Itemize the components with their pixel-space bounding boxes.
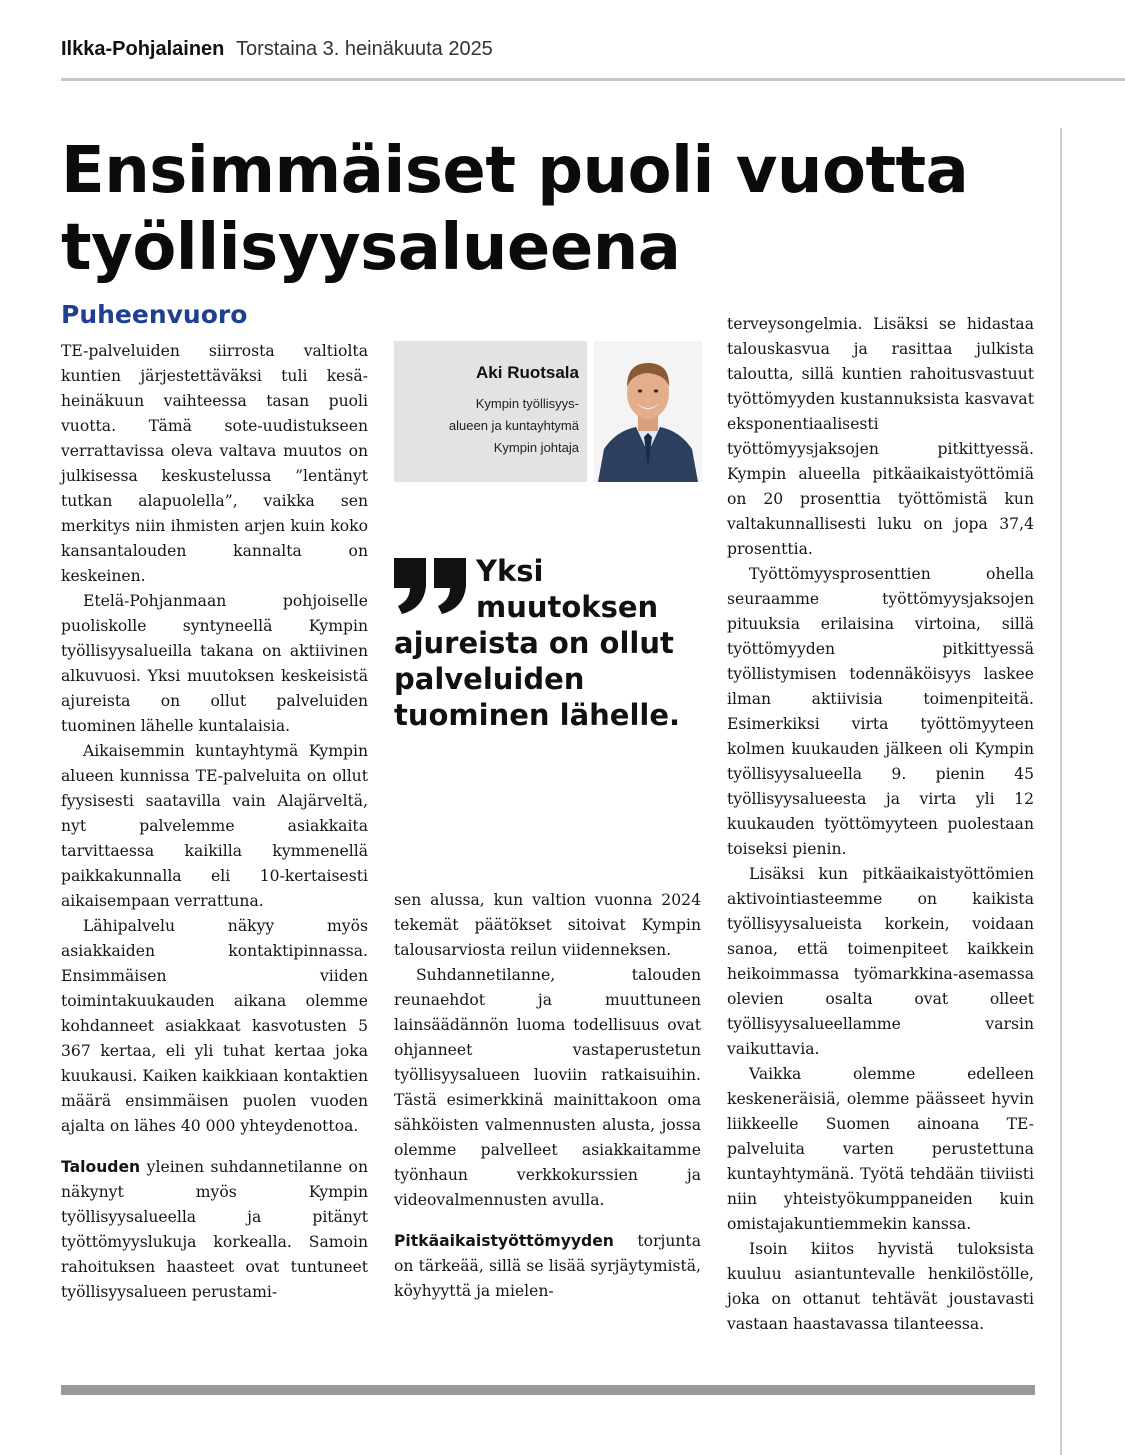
paragraph-lead: Talouden (61, 1158, 141, 1176)
headline: Ensimmäiset puoli vuotta työllisyysalueena (61, 134, 969, 285)
pull-quote (394, 553, 704, 733)
paragraph: sen alussa, kun valtion vuonna 2024 tekemät päätökset sitoivat Kympin talousarviosta reilun viidenneksen. (394, 891, 701, 959)
column-2 (394, 888, 701, 1304)
column-1 (61, 339, 368, 1305)
author-name: Aki Ruotsala (476, 363, 579, 382)
author-role-line: alueen ja kuntayhtymä (448, 418, 579, 433)
page-edge-divider (1060, 128, 1062, 1455)
paragraph: Vaikka olemme edelleen keskeneräisiä, olemme päässeet hyvin liikkeelle Suomen ainoana TE-palveluita varten perustettuna kuntayhtymänä. Työtä tehdään tiiviisti niin yhteistyökumppaneiden kuin omistajakuntiemmekin kanssa. (727, 1065, 1034, 1233)
paragraph: Etelä-Pohjanmaan pohjoiselle puoliskolle syntyneellä Kympin työllisyysalueilla takana on aktiivinen alkuvuosi. Yksi muutoksen keskeisistä ajureista on ollut palveluiden tuominen lähelle kuntalaisia. (61, 592, 368, 735)
paragraph: Lisäksi kun pitkäaikaistyöttömien aktivointiasteemme on kaikista työllisyysalueista korkein, voidaan sanoa, että toimenpiteet kaikkein heikoimmassa työmarkkina-asemassa olevien osalta ovat olleet työllisyysalueellamme varsin vaikuttavia. (727, 865, 1034, 1058)
newspaper-name: Ilkka-Pohjalainen (61, 38, 225, 60)
paragraph-lead: Pitkäaikaistyöttömyyden (394, 1232, 614, 1250)
author-portrait-illustration (594, 341, 702, 482)
paragraph-text: torjunta on tärkeää, sillä se lisää syrjäytymistä, köyhyyttä ja mielen- (394, 1232, 701, 1300)
section-kicker: Puheenvuoro (61, 300, 248, 329)
author-role-line: Kympin työllisyys- (475, 396, 579, 411)
pull-quote-text: Yksi muutoksen ajureista on ollut palveluiden tuominen lähelle. (394, 554, 681, 732)
paragraph-with-lead (61, 1155, 368, 1305)
top-divider (61, 78, 1125, 81)
paragraph: Aikaisemmin kuntayhtymä Kympin alueen kunnissa TE-palveluita on ollut fyysisesti saatavilla vain Alajärveltä, nyt palvelemme asiakkaita tarvittaessa kaikilla kymmenellä paikkakunnalla eli 10-kertaisesti aikaisempaan verrattuna. (61, 742, 368, 910)
masthead (61, 38, 493, 61)
paragraph: Isoin kiitos hyvistä tuloksista kuuluu asiantuntevalle henkilöstölle, joka on ottanut tehtävät joustavasti vastaan haastavassa tilanteessa. (727, 1240, 1034, 1333)
paragraph: TE-palveluiden siirrosta valtiolta kuntien järjestettäväksi tuli kesäheinäkuun vaihteessa tasan puoli vuotta. Tämä sote-uudistukseen verrattavissa oleva valtava muutos on julkisessa keskustelussa ”lentänyt tutkan alapuolella”, vaikka sen merkitys niin ihmisten arjen kuin koko kansantalouden kannalta on keskeinen. (61, 342, 368, 585)
paragraph: Lähipalvelu näkyy myös asiakkaiden kontaktipinnassa. Ensimmäisen viiden toimintakuukauden aikana olemme kohdanneet asiakkaat kasvotusten 5 367 kertaa, eli yli tuhat kertaa joka kuukausi. Kaiken kaikkiaan kontaktien määrä ensimmäisen puolen vuoden ajalta on lähes 40 000 yhteydenottoa. (61, 917, 368, 1135)
author-box (394, 341, 587, 482)
issue-date: Torstaina 3. heinäkuuta 2025 (235, 38, 493, 60)
paragraph: terveysongelmia. Lisäksi se hidastaa talouskasvua ja rasittaa julkista taloutta, sillä kuntien rahoitusvastuut työttömyyden kustannuksista kasvavat eksponentiaalisesti työttömyysjaksojen pitkittyessä. Kympin alueella pitkäaikaistyöttömiä on 20 prosenttia työttömistä kun valtakunnallisesti luku on jopa 37,4 prosenttia. (727, 315, 1034, 558)
bottom-divider (61, 1385, 1035, 1395)
paragraph-text: yleinen suhdannetilanne on näkynyt myös Kympin työllisyysalueella ja pitänyt työttömyyslukuja korkealla. Samoin rahoituksen haasteet ovat tuntuneet työllisyysalueen perustami- (61, 1158, 368, 1301)
paragraph: Työttömyysprosenttien ohella seuraamme työttömyysjaksojen pituuksia erilaisina virtoina, sillä työttömyyden pitkittyessä työllistymisen todennäköisyys laskee ilman aktiivisia toimenpiteitä. Esimerkiksi virta työttömyyteen kolmen kuukauden jälkeen oli Kympin työllisyysalueella 9. pienin 45 työllisyysalueesta ja virta yli 12 kuukauden työttömyyteen puolestaan toiseksi pienin. (727, 565, 1034, 858)
author-role-line: Kympin johtaja (493, 440, 579, 455)
paragraph-with-lead (394, 1229, 701, 1304)
author-role (399, 393, 579, 459)
paragraph: Suhdannetilanne, talouden reunaehdot ja muuttuneen lainsäädännön luoma todellisuus ovat ohjanneet vastaperustetun työllisyysalueen luoviin ratkaisuihin. Tästä esimerkkinä mainittakoon oma sähköisten valmennusten alusta, jossa olemme palvelleet asiakkaitamme työnhaun verkkokurssien ja videovalmennusten avulla. (394, 966, 701, 1209)
column-3 (727, 312, 1034, 1337)
author-portrait (594, 341, 702, 482)
